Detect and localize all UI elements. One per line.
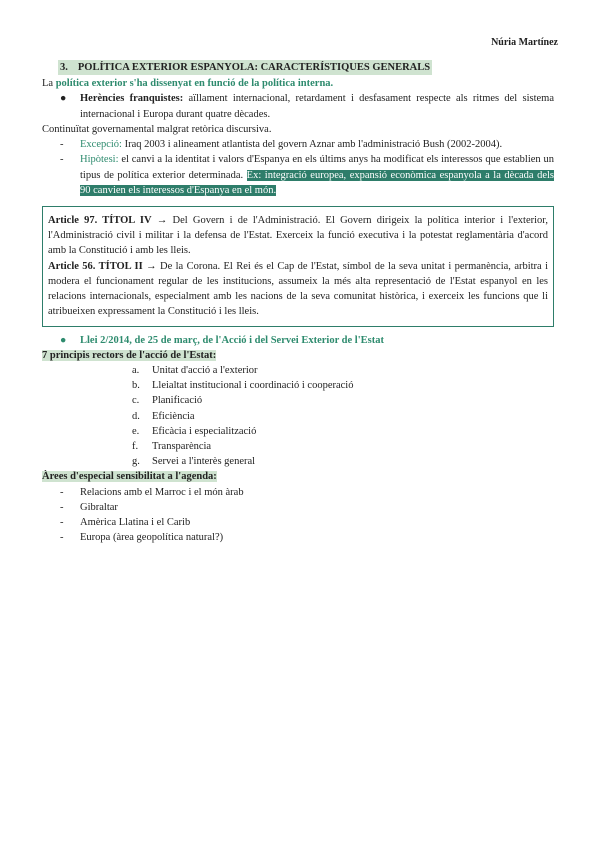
- list-item-text: Relacions amb el Marroc i el món àrab: [80, 486, 244, 498]
- principis-heading: [42, 348, 554, 363]
- excepcio-text: Iraq 2003 i alineament atlantista del govern Aznar amb l'administració Bush (2002-2004).: [121, 139, 503, 151]
- principis-title: 7 principis rectors de l'acció de l'Estat:: [42, 349, 217, 361]
- section-title-text: POLÍTICA EXTERIOR ESPANYOLA: CARACTERÍSTIQUES GENERALS: [77, 62, 431, 73]
- section-number: 3.: [60, 62, 68, 73]
- list-letter: e.: [132, 425, 140, 437]
- list-letter: d.: [132, 410, 140, 422]
- arees-list: [42, 485, 554, 546]
- excepcio-label: Excepció:: [80, 139, 122, 151]
- list-item-text: Transparència: [152, 441, 212, 453]
- list-item: [42, 363, 554, 378]
- list-letter: b.: [132, 380, 140, 392]
- list-letter: c.: [132, 395, 140, 407]
- article-56-arrow: →: [142, 260, 160, 272]
- dash-mark: -: [60, 517, 64, 529]
- constitution-articles-box: [42, 206, 554, 327]
- llei-text: Llei 2/2014, de 25 de març, de l'Acció i del Servei Exterior de l'Estat: [80, 334, 384, 346]
- principis-list: [42, 363, 554, 470]
- llei-bullet: [42, 333, 554, 348]
- document-body: [42, 60, 554, 546]
- article-56-text: De la Corona. El Rei és el Cap de l'Estat, símbol de la seva unitat i permanència, arbitra i modera el funcionament regular de les institucions, assumeix la més alta representació de l'Estat espanyol en les relacions internacionals, especialment amb les nacions de la seva comunitat històrica, i exerceix les funcions que li atribueixen expressament la Constitució i les lleis.: [48, 260, 549, 318]
- list-item: [42, 378, 554, 393]
- intro-highlight: política exterior s'ha dissenyat en funció de la política interna.: [55, 78, 334, 90]
- list-item-text: Europa (àrea geopolítica natural?): [80, 532, 224, 544]
- list-item: [42, 393, 554, 408]
- section-title: [58, 60, 432, 75]
- herencies-text: aïllament internacional, retardament i desfasament respecte als ritmes del sistema internacional i Europa durant quatre dècades.: [80, 93, 554, 120]
- list-item: [42, 454, 554, 469]
- list-item: [42, 500, 554, 515]
- hipotesi-label: Hipòtesi:: [80, 154, 119, 166]
- list-item: [42, 439, 554, 454]
- hipotesi-example: Ex: integració europea, expansió econòmica espanyola a la dècada dels 90 canvien els interessos d'Espanya en el món.: [80, 169, 554, 196]
- list-item-text: Eficàcia i especialització: [152, 425, 257, 437]
- list-item: [42, 424, 554, 439]
- bullet-dot: ●: [60, 334, 67, 346]
- dash-mark: -: [60, 501, 64, 513]
- herencies-label: Herències franquistes:: [80, 93, 184, 105]
- list-letter: f.: [132, 441, 139, 453]
- list-item-text: Amèrica Llatina i el Carib: [80, 517, 191, 529]
- dash-mark: -: [60, 532, 64, 544]
- list-item: [42, 409, 554, 424]
- article-97-text: Del Govern i de l'Administració. El Govern dirigeix la política interior i l'exterior, l'Administració civil i militar i la defensa de l'Estat. Exerceix la funció executiva i la potestat reglamentària d'acord amb la Constitució i amb les lleis.: [48, 214, 548, 257]
- list-item-text: Planificació: [152, 395, 203, 407]
- list-item: [42, 485, 554, 500]
- excepcio-item: [42, 137, 554, 152]
- article-97-title: Article 97. TÍTOL IV: [48, 214, 152, 226]
- list-item-text: Lleialtat institucional i coordinació i cooperació: [152, 380, 354, 392]
- continuitat-paragraph: Continuïtat governamental malgrat retòrica discursiva.: [42, 123, 272, 135]
- list-item: [42, 515, 554, 530]
- bullet-dot: ●: [60, 93, 67, 105]
- author-name: Núria Martínez: [491, 37, 558, 48]
- article-56-title: Article 56. TÍTOL II: [48, 260, 143, 272]
- list-letter: g.: [132, 456, 140, 468]
- dash-mark: -: [60, 486, 64, 498]
- arees-title: Àrees d'especial sensibilitat a l'agenda:: [42, 471, 217, 483]
- dash-mark: -: [60, 154, 64, 166]
- list-item: [42, 530, 554, 545]
- list-item-text: Gibraltar: [80, 501, 118, 513]
- dash-mark: -: [60, 139, 64, 151]
- section-heading: [42, 60, 554, 75]
- list-item-text: Servei a l'interès general: [152, 456, 256, 468]
- arees-heading: [42, 469, 554, 484]
- article-56: [48, 259, 548, 320]
- intro-paragraph: [42, 76, 554, 91]
- herencies-bullet: [42, 91, 554, 121]
- list-letter: a.: [132, 364, 140, 376]
- list-item-text: Unitat d'acció a l'exterior: [152, 364, 258, 376]
- hipotesi-item: [42, 152, 554, 198]
- article-97-arrow: →: [151, 214, 173, 226]
- list-item-text: Eficiència: [152, 410, 195, 422]
- hipotesi-text: el canvi a la identitat i valors d'Espanya en els últims anys ha modificat els interessos que establien un tipus de política exterior determinada.: [80, 154, 554, 181]
- article-97: [48, 213, 548, 259]
- intro-prefix: La: [42, 78, 56, 90]
